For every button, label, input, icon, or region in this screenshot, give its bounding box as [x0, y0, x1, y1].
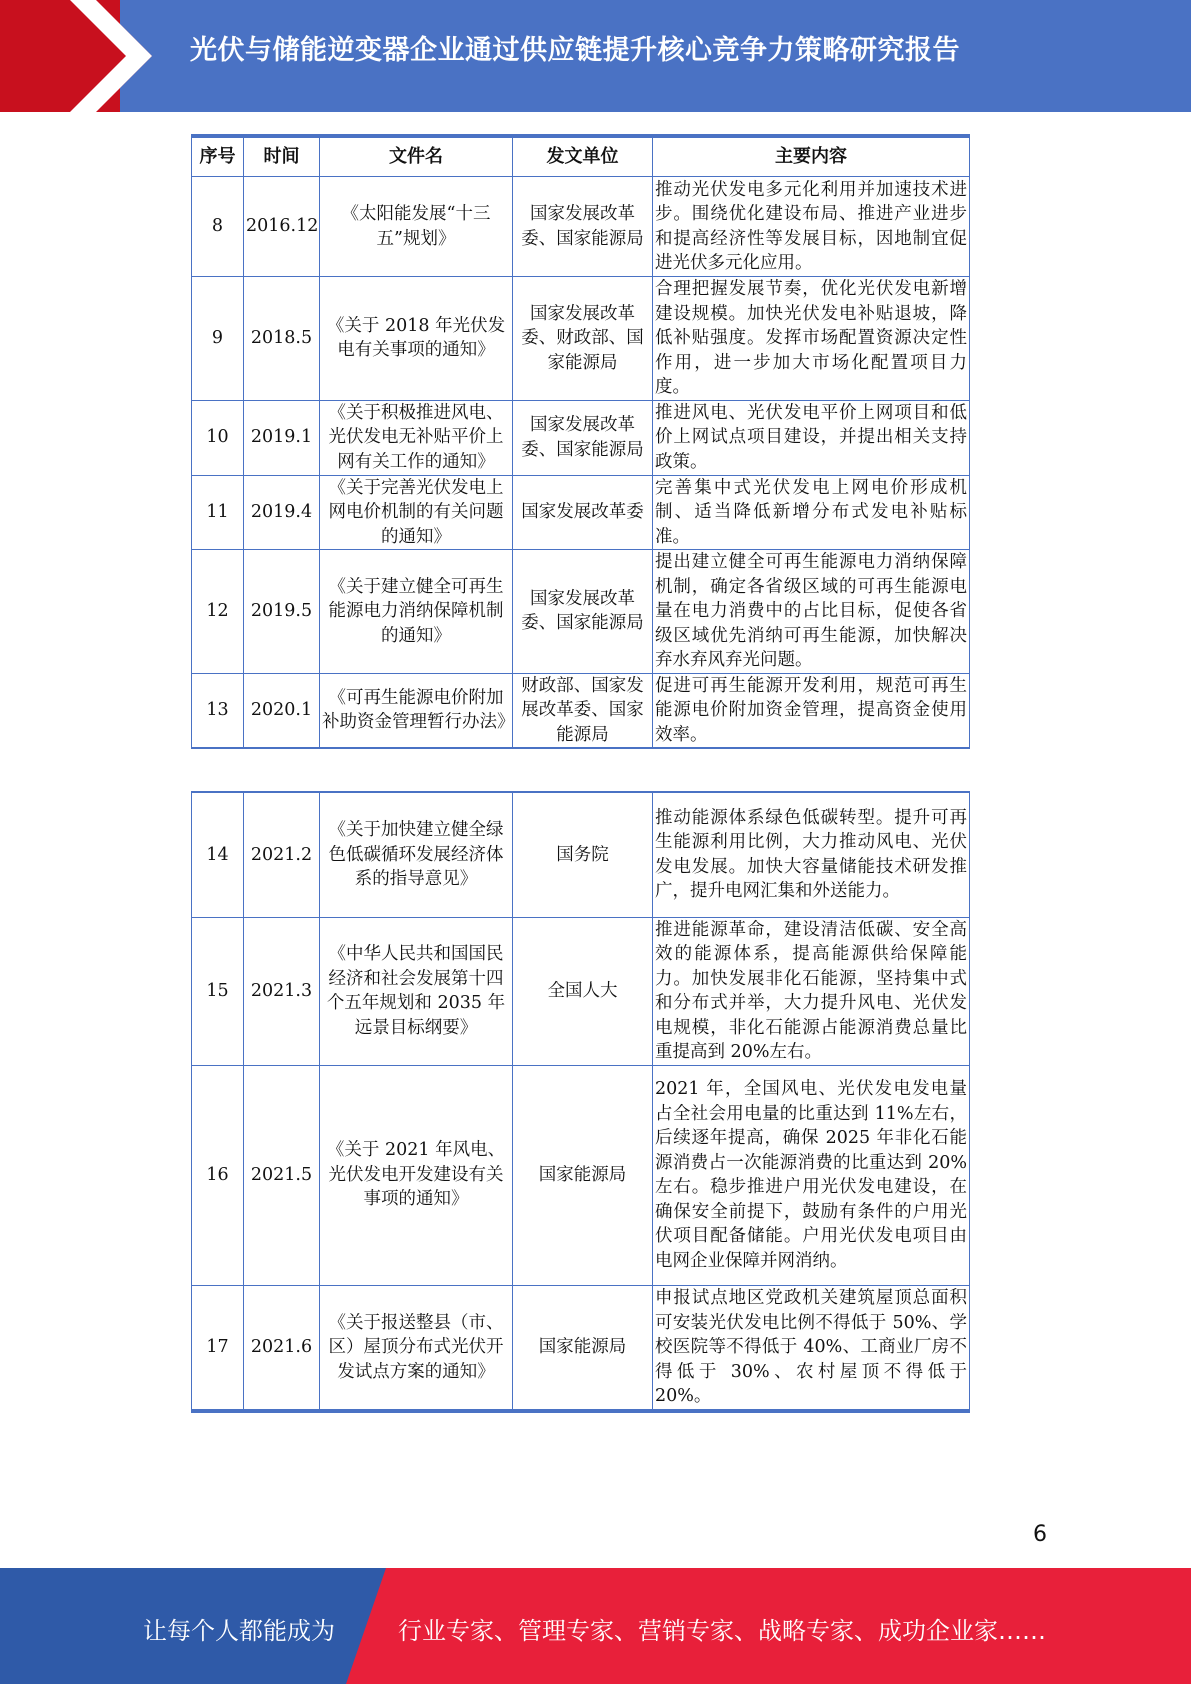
- row-doc: 《关于建立健全可再生能源电力消纳保障机制的通知》: [320, 550, 513, 674]
- table-row: [192, 1065, 970, 1285]
- report-title: 光伏与储能逆变器企业通过供应链提升核心竞争力策略研究报告: [190, 35, 960, 66]
- table-row: [192, 673, 970, 748]
- row-content: 促进可再生能源开发利用，规范可再生能源电价附加资金管理，提高资金使用效率。: [653, 673, 970, 748]
- table-header-row: [192, 136, 970, 177]
- row-time: 2018.5: [244, 277, 320, 401]
- row-time: 2016.12: [244, 177, 320, 277]
- row-doc: 《太阳能发展“十三五”规划》: [320, 177, 513, 277]
- table-row: [192, 917, 970, 1065]
- header-arrow-decoration: [0, 0, 160, 112]
- table-row: [192, 550, 970, 674]
- row-doc: 《关于加快建立健全绿色低碳循环发展经济体系的指导意见》: [320, 792, 513, 917]
- table-row: [192, 177, 970, 277]
- row-no: 12: [192, 550, 244, 674]
- row-content: 完善集中式光伏发电上网电价形成机制、适当降低新增分布式发电补贴标准。: [653, 475, 970, 550]
- footer-slogan-right: 行业专家、管理专家、营销专家、战略专家、成功企业家……: [398, 1617, 1046, 1645]
- row-doc: 《关于 2018 年光伏发电有关事项的通知》: [320, 277, 513, 401]
- table-row: [192, 475, 970, 550]
- row-unit: 国家发展改革委、国家能源局: [513, 550, 653, 674]
- row-doc: 《可再生能源电价附加补助资金管理暂行办法》: [320, 673, 513, 748]
- row-no: 8: [192, 177, 244, 277]
- row-content: 推进风电、光伏发电平价上网项目和低价上网试点项目建设，并提出相关支持政策。: [653, 400, 970, 475]
- row-content: 合理把握发展节奏，优化光伏发电新增建设规模。加快光伏发电补贴退坡，降低补贴强度。发挥市场配置资源决定性作用，进一步加大市场化配置项目力度。: [653, 277, 970, 401]
- row-doc: 《中华人民共和国国民经济和社会发展第十四个五年规划和 2035 年远景目标纲要》: [320, 917, 513, 1065]
- row-time: 2021.5: [244, 1065, 320, 1285]
- row-doc: 《关于 2021 年风电、光伏发电开发建设有关事项的通知》: [320, 1065, 513, 1285]
- policy-table-part-1: [191, 134, 970, 749]
- header-unit: 发文单位: [513, 136, 653, 177]
- row-content: 2021 年，全国风电、光伏发电发电量占全社会用电量的比重达到 11%左右，后续逐年提高，确保 2025 年非化石能源消费占一次能源消费的比重达到 20%左右。稳步推进户用光伏发电建设，在确保安全前提下，鼓励有条件的户用光伏项目配备储能。户用光伏发电项目由电网企业保障并网消纳。: [653, 1065, 970, 1285]
- row-time: 2021.3: [244, 917, 320, 1065]
- header-time: 时间: [244, 136, 320, 177]
- row-no: 16: [192, 1065, 244, 1285]
- row-content: 申报试点地区党政机关建筑屋顶总面积可安装光伏发电比例不得低于 50%、学校医院等不得低于 40%、工商业厂房不得低于 30%、农村屋顶不得低于 20%。: [653, 1285, 970, 1411]
- row-time: 2019.1: [244, 400, 320, 475]
- row-unit: 国家发展改革委、财政部、国家能源局: [513, 277, 653, 401]
- row-no: 9: [192, 277, 244, 401]
- row-unit: 财政部、国家发展改革委、国家能源局: [513, 673, 653, 748]
- row-content: 提出建立健全可再生能源电力消纳保障机制，确定各省级区域的可再生能源电量在电力消费中的占比目标，促使各省级区域优先消纳可再生能源，加快解决弃水弃风弃光问题。: [653, 550, 970, 674]
- table-row: [192, 1285, 970, 1411]
- row-doc: 《关于完善光伏发电上网电价机制的有关问题的通知》: [320, 475, 513, 550]
- policy-table-part-2: [191, 791, 970, 1413]
- row-unit: 国家发展改革委、国家能源局: [513, 400, 653, 475]
- row-time: 2021.2: [244, 792, 320, 917]
- row-doc: 《关于报送整县（市、区）屋顶分布式光伏开发试点方案的通知》: [320, 1285, 513, 1411]
- header-doc: 文件名: [320, 136, 513, 177]
- row-unit: 全国人大: [513, 917, 653, 1065]
- row-time: 2019.4: [244, 475, 320, 550]
- row-unit: 国家能源局: [513, 1285, 653, 1411]
- header-content: 主要内容: [653, 136, 970, 177]
- page-footer: [0, 1568, 1191, 1684]
- row-unit: 国家发展改革委、国家能源局: [513, 177, 653, 277]
- row-no: 11: [192, 475, 244, 550]
- row-no: 14: [192, 792, 244, 917]
- page-header: [0, 0, 1191, 112]
- row-no: 15: [192, 917, 244, 1065]
- table-row: [192, 792, 970, 917]
- row-unit: 国家能源局: [513, 1065, 653, 1285]
- row-unit: 国务院: [513, 792, 653, 917]
- table-row: [192, 400, 970, 475]
- row-no: 17: [192, 1285, 244, 1411]
- page-number: 6: [1033, 1522, 1047, 1547]
- row-content: 推进能源革命，建设清洁低碳、安全高效的能源体系，提高能源供给保障能力。加快发展非化石能源，坚持集中式和分布式并举，大力提升风电、光伏发电规模，非化石能源占能源消费总量比重提高到 20%左右。: [653, 917, 970, 1065]
- row-content: 推动能源体系绿色低碳转型。提升可再生能源利用比例，大力推动风电、光伏发电发展。加快大容量储能技术研发推广，提升电网汇集和外送能力。: [653, 792, 970, 917]
- row-doc: 《关于积极推进风电、光伏发电无补贴平价上网有关工作的通知》: [320, 400, 513, 475]
- row-content: 推动光伏发电多元化利用并加速技术进步。围绕优化建设布局、推进产业进步和提高经济性等发展目标，因地制宜促进光伏多元化应用。: [653, 177, 970, 277]
- table-row: [192, 277, 970, 401]
- header-no: 序号: [192, 136, 244, 177]
- row-unit: 国家发展改革委: [513, 475, 653, 550]
- row-time: 2019.5: [244, 550, 320, 674]
- row-no: 13: [192, 673, 244, 748]
- row-time: 2021.6: [244, 1285, 320, 1411]
- row-time: 2020.1: [244, 673, 320, 748]
- row-no: 10: [192, 400, 244, 475]
- footer-slogan-left: 让每个人都能成为: [143, 1617, 335, 1645]
